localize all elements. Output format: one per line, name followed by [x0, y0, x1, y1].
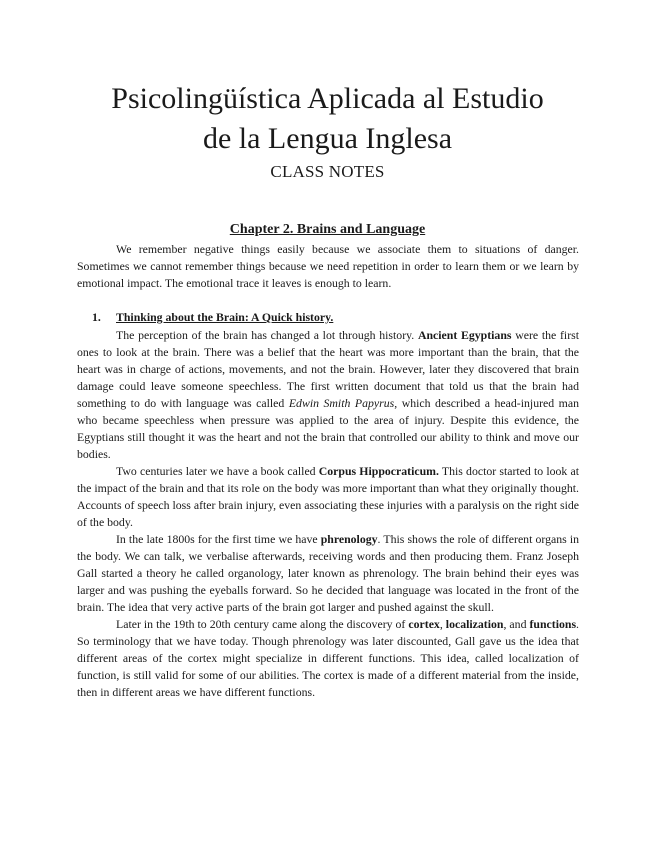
term-functions: functions: [529, 617, 577, 631]
text-run: were the first ones to look at the brain. There was a belief that the heart was more important than the brain, that the heart was in charge of actions, movements, and not the brain. However, later they discovered that brain damage could leave someone speechless. The first written document that told us that the brain had something to do with language was called: [77, 328, 579, 410]
text-run: In the late 1800s for the first time we have: [116, 532, 321, 546]
text-run: , which described a head-injured man who became speechless when pressure was applied to the area of injury. Despite this evidence, the Egyptians still thought it was the heart and not the brain that controlled our ability to think and move our bodies.: [77, 396, 579, 461]
text-run: . So terminology that we have today. Though phrenology was later discounted, Gall gave us the idea that different areas of the cortex might specialize in different functions. This idea, called localization of function, is still valid for some of our abilities. The cortex is made of a different material from the inside, then in different areas we have different functions.: [77, 617, 579, 699]
paragraph-phrenology: [77, 531, 579, 616]
text-run: The perception of the brain has changed a lot through history.: [116, 328, 418, 342]
text-run: , and: [503, 617, 530, 631]
text-run: This doctor started to look at the impact of the brain and that its role on the body was more important than what they originally thought. Accounts of speech loss after brain injury, even associating these injuries with a paralysis on the right side of the body.: [77, 464, 579, 529]
section-body: [77, 327, 579, 701]
term-ancient-egyptians: Ancient Egyptians: [417, 328, 512, 342]
term-corpus-hippocraticum: Corpus Hippocraticum.: [318, 464, 439, 478]
text-run: Two centuries later we have a book called: [116, 464, 319, 478]
paragraph-egyptians: [77, 327, 579, 463]
paragraph-hippocraticum: [77, 463, 579, 531]
document-title-line1: Psicolingüística Aplicada al Estudio: [111, 82, 544, 115]
text-run: Later in the 19th to 20th century came along the discovery of: [116, 617, 409, 631]
term-localization: localization: [445, 617, 504, 631]
section-number: 1.: [92, 310, 101, 324]
term-edwin-smith-papyrus: Edwin Smith Papyrus: [288, 396, 395, 410]
term-cortex: cortex: [408, 617, 440, 631]
section-heading: [92, 310, 333, 325]
text-run: . This shows the role of different organs in the body. We can talk, we verbalise afterwards, receiving words and then producing them. Franz Joseph Gall started a theory he called organology, later known as phrenology. The brain behind their eyes was larger and was pushing the eyeballs forward. So he decided that language was located in the front of the brain. The idea that very active parts of the brain got larger and pushed against the skull.: [77, 532, 579, 614]
paragraph-localization: [77, 616, 579, 701]
document-subtitle: CLASS NOTES: [270, 162, 385, 181]
chapter-intro: [77, 241, 579, 292]
chapter-title: Chapter 2. Brains and Language: [229, 222, 426, 237]
term-phrenology: phrenology: [320, 532, 378, 546]
intro-paragraph: We remember negative things easily because we associate them to situations of danger. Sometimes we cannot remember things because we need repetition in order to learn them or we learn by emotional impact. The emotional trace it leaves is enough to learn.: [77, 242, 579, 290]
section-heading-text: Thinking about the Brain: A Quick history.: [116, 310, 334, 324]
document-title-line2: de la Lengua Inglesa: [202, 122, 453, 155]
text-run: ,: [439, 617, 446, 631]
